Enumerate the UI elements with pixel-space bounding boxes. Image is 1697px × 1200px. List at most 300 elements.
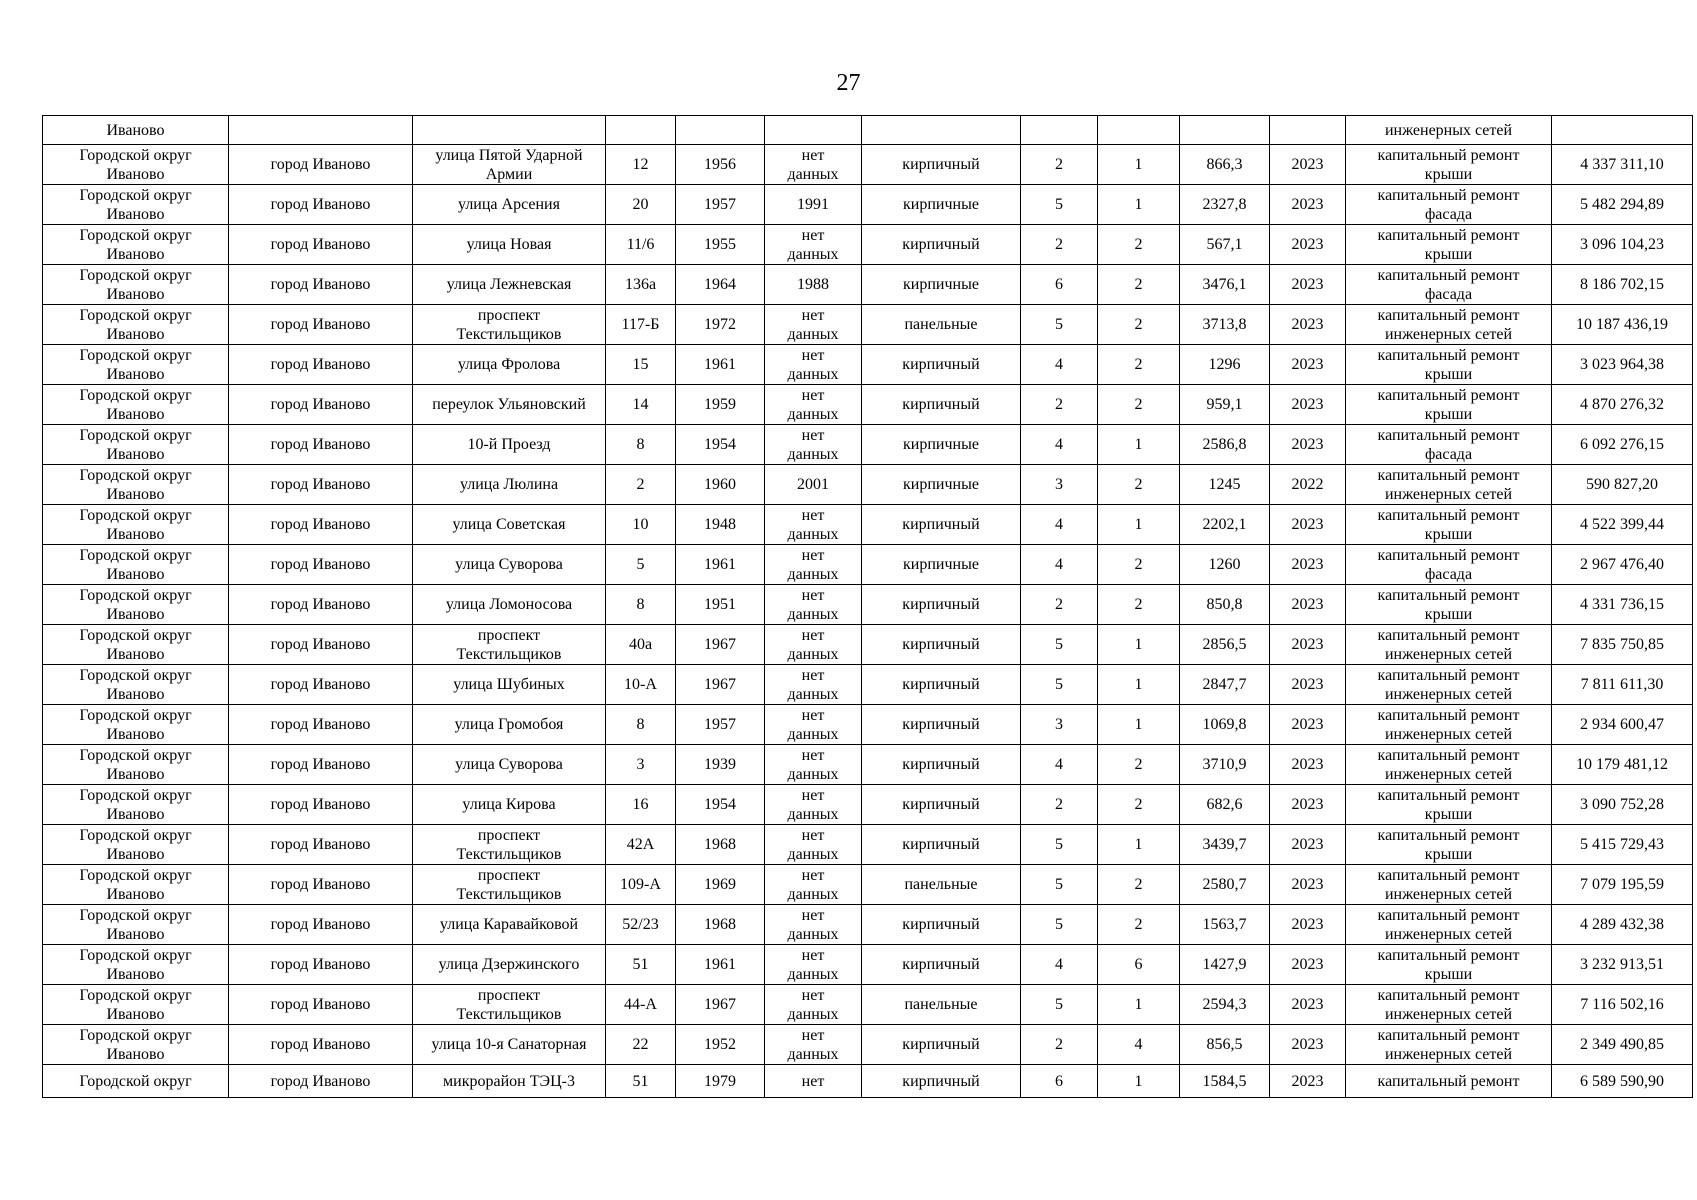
cell-wall-material [862, 145, 1021, 185]
cell-municipality [43, 625, 229, 665]
cell-wall-material [862, 305, 1021, 345]
cell-text: 1 [1134, 516, 1143, 533]
cell-text: крыши [1424, 245, 1473, 263]
cell-entrances [1098, 505, 1180, 545]
cell-floors [1021, 116, 1098, 145]
cell-wall-material [862, 505, 1021, 545]
cell-work-type [1346, 945, 1552, 985]
cell-text: 1 [1134, 196, 1143, 213]
cell-year-built [676, 225, 765, 265]
cell-floors [1021, 145, 1098, 185]
cell-text: кирпичные [903, 196, 979, 213]
cell-municipality [43, 505, 229, 545]
cell-text: нет [801, 706, 825, 724]
cell-text: Городской округ [79, 466, 192, 484]
cell-house-number [606, 985, 676, 1025]
table-row [43, 945, 1693, 985]
cell-text: 1 [1134, 676, 1143, 693]
cell-text: 2580,7 [1202, 876, 1247, 893]
cell-street [413, 505, 606, 545]
cell-work-type [1346, 1025, 1552, 1065]
cell-text: улица 10-я Санаторная [431, 1036, 587, 1053]
cell-street [413, 665, 606, 705]
cell-cost [1552, 225, 1693, 265]
cell-repair-year [1270, 705, 1346, 745]
cell-text: улица Фролова [457, 356, 561, 373]
cell-text: 1956 [704, 156, 736, 173]
cell-settlement [229, 825, 413, 865]
cell-text: город Иваново [270, 476, 371, 493]
cell-text: данных [787, 445, 839, 463]
cell-text: нет [801, 946, 825, 964]
cell-text: кирпичный [902, 1072, 980, 1090]
cell-text: Городской округ [79, 1026, 192, 1044]
cell-text: 3 [1055, 476, 1063, 493]
cell-text: 850,8 [1206, 596, 1243, 613]
cell-repair-year [1270, 825, 1346, 865]
cell-settlement [229, 185, 413, 225]
cell-reconstruction-year [765, 305, 862, 345]
cell-text: нет [801, 146, 825, 164]
cell-text: Иваново [106, 1045, 165, 1063]
cell-reconstruction-year [765, 625, 862, 665]
cell-text: 4 870 276,32 [1580, 396, 1664, 413]
cell-year-built [676, 185, 765, 225]
cell-text: улица Суворова [455, 756, 563, 773]
cell-text: нет [801, 866, 825, 884]
cell-text: 15 [632, 356, 649, 373]
cell-house-number [606, 865, 676, 905]
cell-municipality [43, 785, 229, 825]
table-row [43, 185, 1693, 225]
cell-year-built [676, 745, 765, 785]
cell-text: 2 [1055, 1036, 1063, 1053]
cell-municipality [43, 425, 229, 465]
cell-text: улица Люлина [459, 476, 559, 493]
cell-text: Иваново [106, 1005, 165, 1023]
cell-repair-year [1270, 545, 1346, 585]
cell-text: капитальный ремонт [1377, 346, 1520, 364]
cell-repair-year [1270, 185, 1346, 225]
cell-text: 1952 [704, 1036, 736, 1053]
cell-wall-material [862, 545, 1021, 585]
cell-text: 10-й Проезд [467, 436, 551, 453]
cell-text: 4 [1055, 516, 1063, 533]
cell-floors [1021, 865, 1098, 905]
cell-text: 2 [1134, 876, 1143, 893]
cell-municipality [43, 1025, 229, 1065]
cell-text: Городской округ [79, 986, 192, 1004]
cell-text: улица Дзержинского [438, 956, 580, 973]
cell-work-type [1346, 116, 1552, 145]
cell-text: 2023 [1291, 516, 1324, 533]
cell-text: нет [801, 546, 825, 564]
cell-entrances [1098, 945, 1180, 985]
cell-text: капитальный ремонт [1377, 906, 1520, 924]
cell-entrances [1098, 345, 1180, 385]
cell-text: Городской округ [79, 506, 192, 524]
cell-area [1180, 905, 1270, 945]
cell-text: 51 [632, 1072, 649, 1090]
cell-reconstruction-year [765, 745, 862, 785]
cell-street [413, 545, 606, 585]
cell-cost [1552, 745, 1693, 785]
cell-text: крыши [1424, 405, 1473, 423]
cell-work-type [1346, 265, 1552, 305]
cell-text: 7 835 750,85 [1580, 636, 1664, 653]
cell-work-type [1346, 305, 1552, 345]
cell-text: капитальный ремонт [1377, 746, 1520, 764]
cell-cost [1552, 116, 1693, 145]
cell-repair-year [1270, 1025, 1346, 1065]
cell-text: 5 [1055, 836, 1063, 853]
cell-work-type [1346, 225, 1552, 265]
cell-text: 2586,8 [1202, 436, 1247, 453]
cell-street [413, 385, 606, 425]
cell-text: Текстильщиков [456, 645, 562, 663]
cell-text: 14 [632, 396, 649, 413]
cell-text: 4 331 736,15 [1580, 596, 1664, 613]
cell-text: 4 [1055, 956, 1063, 973]
cell-text: Иваново [106, 405, 165, 423]
cell-text: капитальный ремонт [1377, 226, 1520, 244]
cell-year-built [676, 116, 765, 145]
cell-text: 16 [632, 796, 649, 813]
cell-house-number [606, 305, 676, 345]
cell-text: город Иваново [270, 436, 371, 453]
cell-house-number [606, 425, 676, 465]
cell-text: кирпичный [902, 676, 980, 693]
cell-work-type [1346, 465, 1552, 505]
cell-street [413, 945, 606, 985]
cell-text: микрорайон ТЭЦ-3 [443, 1072, 575, 1090]
cell-text: нет [801, 986, 825, 1004]
cell-street [413, 185, 606, 225]
cell-wall-material [862, 225, 1021, 265]
cell-settlement [229, 745, 413, 785]
cell-text: данных [787, 885, 839, 903]
cell-text: капитальный ремонт [1377, 146, 1520, 164]
cell-wall-material [862, 905, 1021, 945]
cell-text: 2001 [797, 476, 829, 493]
cell-work-type [1346, 185, 1552, 225]
cell-text: крыши [1424, 525, 1473, 543]
cell-area [1180, 305, 1270, 345]
cell-text: 856,5 [1206, 1036, 1243, 1053]
cell-text: инженерных сетей [1384, 685, 1513, 703]
cell-wall-material [862, 385, 1021, 425]
cell-floors [1021, 225, 1098, 265]
cell-municipality [43, 705, 229, 745]
cell-reconstruction-year [765, 705, 862, 745]
cell-wall-material [862, 185, 1021, 225]
cell-text: 2023 [1291, 796, 1324, 813]
table-row [43, 585, 1693, 625]
cell-year-built [676, 305, 765, 345]
cell-text: Иваново [106, 885, 165, 903]
cell-text: кирпичный [902, 756, 980, 773]
cell-street [413, 585, 606, 625]
cell-entrances [1098, 785, 1180, 825]
cell-text: 3713,8 [1202, 316, 1247, 333]
cell-reconstruction-year [765, 985, 862, 1025]
cell-text: город Иваново [270, 236, 371, 253]
cell-text: 7 116 502,16 [1580, 996, 1664, 1013]
cell-text: 2594,3 [1202, 996, 1247, 1013]
cell-text: город Иваново [270, 756, 371, 773]
cell-reconstruction-year [765, 265, 862, 305]
cell-repair-year [1270, 865, 1346, 905]
cell-settlement [229, 985, 413, 1025]
cell-house-number [606, 1025, 676, 1065]
cell-municipality [43, 145, 229, 185]
cell-text: 10-А [624, 676, 657, 693]
cell-street [413, 145, 606, 185]
cell-text: 2023 [1291, 356, 1324, 373]
cell-area [1180, 745, 1270, 785]
cell-text: капитальный ремонт [1377, 786, 1520, 804]
cell-entrances [1098, 185, 1180, 225]
cell-text: 4 [1055, 436, 1063, 453]
cell-text: 1969 [704, 876, 736, 893]
cell-text: Городской округ [79, 426, 192, 444]
cell-cost [1552, 625, 1693, 665]
cell-year-built [676, 1065, 765, 1098]
cell-text: Текстильщиков [456, 325, 562, 343]
cell-municipality [43, 265, 229, 305]
cell-wall-material [862, 785, 1021, 825]
cell-area [1180, 1065, 1270, 1098]
cell-reconstruction-year [765, 585, 862, 625]
cell-text: 7 079 195,59 [1580, 876, 1664, 893]
cell-text: 1979 [704, 1072, 736, 1090]
cell-text: город Иваново [270, 156, 371, 173]
cell-settlement [229, 1065, 413, 1098]
cell-text: капитальный ремонт [1377, 1026, 1520, 1044]
cell-text: нет [801, 386, 825, 404]
table-row [43, 625, 1693, 665]
cell-area [1180, 545, 1270, 585]
cell-text: 2 [1055, 796, 1063, 813]
cell-area [1180, 865, 1270, 905]
cell-text: 590 827,20 [1586, 476, 1658, 493]
cell-text: 2 [1134, 476, 1143, 493]
cell-entrances [1098, 225, 1180, 265]
cell-text: крыши [1424, 845, 1473, 863]
cell-repair-year [1270, 305, 1346, 345]
cell-text: 6 [1055, 1072, 1063, 1090]
cell-text: переулок Ульяновский [432, 396, 586, 413]
cell-work-type [1346, 545, 1552, 585]
cell-text: нет [801, 1072, 825, 1090]
cell-house-number [606, 145, 676, 185]
cell-text: 2327,8 [1202, 196, 1247, 213]
cell-text: 1069,8 [1202, 716, 1247, 733]
cell-house-number [606, 225, 676, 265]
cell-cost [1552, 905, 1693, 945]
cell-settlement [229, 585, 413, 625]
cell-text: город Иваново [270, 636, 371, 653]
cell-repair-year [1270, 425, 1346, 465]
cell-repair-year [1270, 505, 1346, 545]
cell-text: капитальный ремонт [1377, 546, 1520, 564]
cell-reconstruction-year [765, 425, 862, 465]
cell-work-type [1346, 865, 1552, 905]
cell-wall-material [862, 425, 1021, 465]
cell-text: Городской округ [79, 626, 192, 644]
cell-municipality [43, 865, 229, 905]
cell-text: фасада [1424, 285, 1473, 303]
cell-repair-year [1270, 145, 1346, 185]
cell-text: улица Лежневская [446, 276, 572, 293]
cell-text: 2023 [1291, 836, 1324, 853]
cell-house-number [606, 545, 676, 585]
cell-cost [1552, 185, 1693, 225]
cell-text: крыши [1424, 605, 1473, 623]
cell-street [413, 1025, 606, 1065]
cell-text: Городской округ [79, 186, 192, 204]
cell-text: Городской округ [79, 946, 192, 964]
cell-text: 1988 [797, 276, 829, 293]
cell-repair-year [1270, 785, 1346, 825]
cell-wall-material [862, 1065, 1021, 1098]
cell-text: 6 [1055, 276, 1063, 293]
cell-text: Городской округ [79, 146, 192, 164]
cell-text: кирпичный [902, 796, 980, 813]
cell-text: кирпичный [902, 956, 980, 973]
table-row [43, 865, 1693, 905]
cell-year-built [676, 425, 765, 465]
cell-text: 1954 [704, 436, 736, 453]
cell-text: проспект [477, 986, 541, 1004]
cell-wall-material [862, 585, 1021, 625]
table-row [43, 905, 1693, 945]
cell-entrances [1098, 905, 1180, 945]
cell-year-built [676, 665, 765, 705]
cell-text: Городской округ [79, 906, 192, 924]
cell-area [1180, 945, 1270, 985]
cell-text: 20 [632, 196, 649, 213]
cell-text: 2 [1134, 796, 1143, 813]
cell-text: капитальный ремонт [1377, 466, 1520, 484]
cell-text: 8 [636, 716, 645, 733]
cell-text: 4 [1055, 356, 1063, 373]
cell-wall-material [862, 465, 1021, 505]
cell-text: 4 289 432,38 [1580, 916, 1664, 933]
cell-floors [1021, 745, 1098, 785]
cell-repair-year [1270, 265, 1346, 305]
cell-entrances [1098, 385, 1180, 425]
cell-repair-year [1270, 905, 1346, 945]
cell-text: нет [801, 786, 825, 804]
cell-text: 1961 [704, 556, 736, 573]
cell-text: город Иваново [270, 836, 371, 853]
cell-municipality [43, 585, 229, 625]
cell-text: капитальный ремонт [1377, 386, 1520, 404]
cell-text: 2 [1055, 156, 1063, 173]
cell-text: город Иваново [270, 316, 371, 333]
cell-year-built [676, 785, 765, 825]
table-row [43, 225, 1693, 265]
cell-repair-year [1270, 1065, 1346, 1098]
cell-year-built [676, 625, 765, 665]
cell-house-number [606, 945, 676, 985]
cell-text: 2023 [1291, 916, 1324, 933]
cell-year-built [676, 945, 765, 985]
cell-text: 5 [1055, 916, 1063, 933]
cell-text: улица Суворова [455, 556, 563, 573]
cell-area [1180, 505, 1270, 545]
cell-municipality [43, 1065, 229, 1098]
table-row [43, 665, 1693, 705]
cell-text: 4 [1134, 1036, 1143, 1053]
cell-text: 2023 [1291, 636, 1324, 653]
cell-text: 2023 [1291, 156, 1324, 173]
cell-text: кирпичные [903, 476, 979, 493]
cell-entrances [1098, 265, 1180, 305]
cell-text: данных [787, 365, 839, 383]
cell-repair-year [1270, 945, 1346, 985]
cell-text: проспект [477, 306, 541, 324]
cell-cost [1552, 505, 1693, 545]
cell-cost [1552, 265, 1693, 305]
cell-text: 2 [1134, 756, 1143, 773]
cell-reconstruction-year [765, 1025, 862, 1065]
cell-text: Городской округ [79, 306, 192, 324]
cell-year-built [676, 705, 765, 745]
cell-area [1180, 625, 1270, 665]
cell-settlement [229, 465, 413, 505]
cell-text: данных [787, 925, 839, 943]
cell-text: капитальный ремонт [1377, 1072, 1520, 1090]
cell-text: улица Кирова [462, 796, 556, 813]
cell-floors [1021, 665, 1098, 705]
cell-text: улица Пятой Ударной [435, 146, 583, 164]
cell-text: данных [787, 245, 839, 263]
cell-text: фасада [1424, 445, 1473, 463]
cell-text: 5 415 729,43 [1580, 836, 1664, 853]
cell-street [413, 705, 606, 745]
cell-floors [1021, 305, 1098, 345]
cell-text: капитальный ремонт [1377, 306, 1520, 324]
cell-text: Иваново [106, 165, 165, 183]
cell-text: Текстильщиков [456, 885, 562, 903]
cell-year-built [676, 585, 765, 625]
cell-cost [1552, 785, 1693, 825]
cell-cost [1552, 665, 1693, 705]
cell-municipality [43, 305, 229, 345]
cell-municipality [43, 825, 229, 865]
cell-text: 3 096 104,23 [1580, 236, 1664, 253]
cell-text: улица Ломоносова [445, 596, 573, 613]
cell-text: капитальный ремонт [1377, 426, 1520, 444]
cell-text: 2 [636, 476, 645, 493]
cell-text: 2847,7 [1202, 676, 1247, 693]
cell-text: 10 179 481,12 [1576, 756, 1668, 773]
cell-text: данных [787, 845, 839, 863]
cell-street [413, 905, 606, 945]
cell-entrances [1098, 145, 1180, 185]
cell-text: панельные [904, 876, 978, 893]
cell-reconstruction-year [765, 905, 862, 945]
cell-text: проспект [477, 826, 541, 844]
cell-street [413, 305, 606, 345]
cell-text: Иваново [106, 445, 165, 463]
cell-work-type [1346, 745, 1552, 785]
table-row [43, 825, 1693, 865]
cell-text: 1957 [704, 196, 736, 213]
cell-reconstruction-year [765, 945, 862, 985]
